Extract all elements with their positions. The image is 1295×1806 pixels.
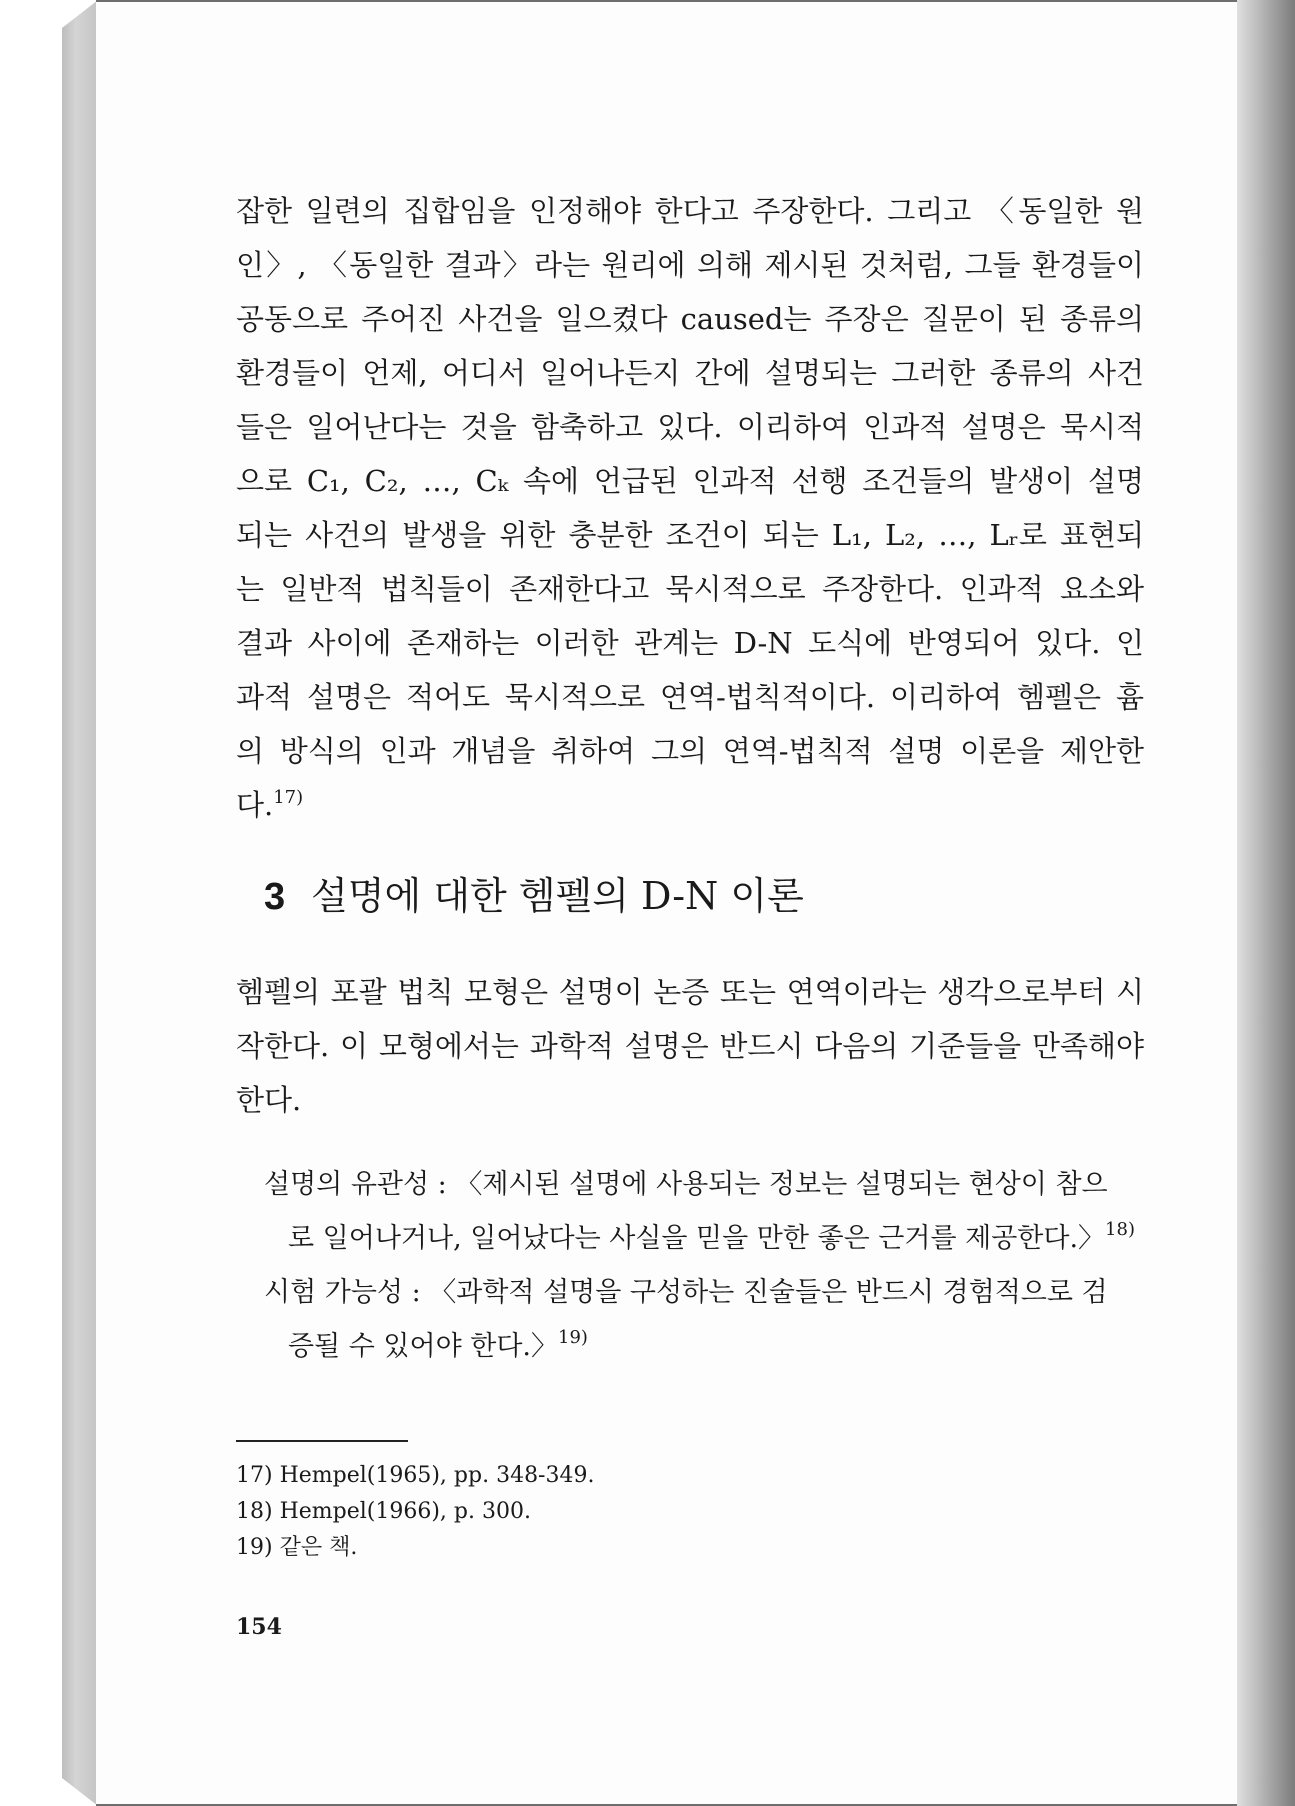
body-last-text: 다. bbox=[236, 788, 274, 822]
body-line: 으로 C₁, C₂, …, Cₖ 속에 언급된 인과적 선행 조건들의 발생이 설명 bbox=[236, 464, 1144, 498]
footnote-19: 19) 같은 책. bbox=[236, 1535, 358, 1560]
footnote-ref-19: 19) bbox=[558, 1327, 588, 1348]
relevance-criterion-text: 로 일어나거나, 일어났다는 사실을 믿을 만한 좋은 근거를 제공한다.〉 bbox=[288, 1223, 1106, 1254]
body-line: 인〉, 〈동일한 결과〉라는 원리에 의해 제시된 것처럼, 그들 환경들이 bbox=[236, 248, 1144, 282]
body-line: 결과 사이에 존재하는 이러한 관계는 D-N 도식에 반영되어 있다. 인 bbox=[236, 626, 1144, 660]
body-paragraph bbox=[236, 184, 1144, 832]
footnote-divider bbox=[236, 1440, 408, 1442]
testability-criterion-line: 시험 가능성 : 〈과학적 설명을 구성하는 진술들은 반드시 경험적으로 검 bbox=[264, 1277, 1108, 1308]
body-line: 는 일반적 법칙들이 존재한다고 묵시적으로 주장한다. 인과적 요소와 bbox=[236, 572, 1144, 606]
book-edge bbox=[62, 0, 98, 1806]
relevance-criterion-line: 설명의 유관성 : 〈제시된 설명에 사용되는 정보는 설명되는 현상이 참으 bbox=[264, 1169, 1108, 1200]
intro-paragraph: 헴펠의 포괄 법칙 모형은 설명이 논증 또는 연역이라는 생각으로부터 시작한다. 이 모형에서는 과학적 설명은 반드시 다음의 기준들을 만족해야 한다. bbox=[236, 975, 1144, 1117]
body-line: 되는 사건의 발생을 위한 충분한 조건이 되는 L₁, L₂, …, Lᵣ로 표현되 bbox=[236, 518, 1144, 552]
footnote-ref-17: 17) bbox=[273, 787, 304, 808]
body-line: 공동으로 주어진 사건을 일으켰다 caused는 주장은 질문이 된 종류의 bbox=[236, 302, 1144, 336]
page-number: 154 bbox=[236, 1614, 282, 1640]
footnotes bbox=[236, 1458, 936, 1566]
section-title: 설명에 대한 헴펠의 D-N 이론 bbox=[311, 874, 804, 918]
testability-criterion-line bbox=[264, 1320, 1142, 1374]
footnote-ref-18: 18) bbox=[1105, 1219, 1135, 1240]
body-line: 환경들이 언제, 어디서 일어나든지 간에 설명되는 그러한 종류의 사건 bbox=[236, 356, 1144, 390]
footnote-17: 17) Hempel(1965), pp. 348-349. bbox=[236, 1463, 595, 1488]
page-shadow bbox=[1237, 0, 1295, 1806]
testability-criterion-text: 증될 수 있어야 한다.〉 bbox=[288, 1331, 558, 1362]
criteria-block bbox=[264, 1158, 1142, 1374]
footnote-18: 18) Hempel(1966), p. 300. bbox=[236, 1499, 531, 1524]
body-line: 들은 일어난다는 것을 함축하고 있다. 이리하여 인과적 설명은 묵시적 bbox=[236, 410, 1144, 444]
body-last-line bbox=[236, 778, 1144, 832]
body-line: 잡한 일련의 집합임을 인정해야 한다고 주장한다. 그리고 〈동일한 원 bbox=[236, 194, 1144, 228]
relevance-criterion-line bbox=[264, 1212, 1142, 1266]
body-line: 과적 설명은 적어도 묵시적으로 연역-법칙적이다. 이리하여 헴펠은 흄 bbox=[236, 680, 1144, 714]
body-line: 의 방식의 인과 개념을 취하여 그의 연역-법칙적 설명 이론을 제안한 bbox=[236, 734, 1144, 768]
section-number: 3 bbox=[264, 876, 286, 918]
section-heading bbox=[264, 868, 804, 925]
